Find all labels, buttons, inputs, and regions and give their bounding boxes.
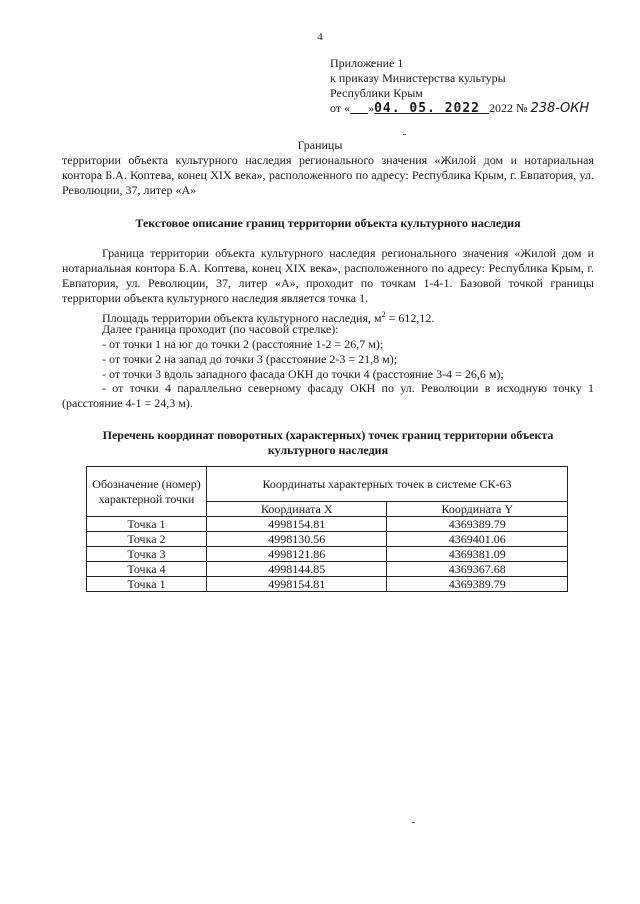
list-item-2: - от точки 2 на запад до точки 3 (расстояние 2-3 = 21,8 м); [102,352,398,366]
point-name: Точка 3 [87,547,207,562]
header-coordinate-y: Координата Y [387,502,568,517]
area-sup: 2 [381,310,386,319]
appendix-block [330,56,589,116]
coordinates-heading-line-2: культурного наследия [267,443,389,457]
point-y: 4369367.68 [387,562,568,577]
boundary-paragraph: Граница территории объекта культурного наследия регионального значения «Жилой дом и нотариальная контора Б.А. Коптева, конец XIX века», расположенного по адресу: Республика Крым, г. Евпатория, ул. Революции, 37, литер «А», проходит по точкам 1-4-1. Базовой точкой границы территории объекта культурного наследия является точка 1. [62,246,594,305]
list-item-1: - от точки 1 на юг до точки 2 (расстояние 1-2 = 26,7 м); [102,337,384,351]
point-y: 4369381.09 [387,547,568,562]
section-heading-description: Текстовое описание границ территории объекта культурного наследия [135,216,521,230]
handwritten-date: 04. 05. 2022 [374,101,481,116]
point-name: Точка 1 [87,517,207,532]
date-prefix: от « [330,101,351,115]
point-name: Точка 2 [87,532,207,547]
appendix-line-1: Приложение 1 [330,56,404,70]
point-x: 4998130.56 [207,532,387,547]
table-row [87,562,568,577]
appendix-line-3: Республики Крым [330,86,423,100]
list-item-4: - от точки 4 параллельно северному фасаду ОКН по ул. Революции в исходную точку 1 (расстояние 4-1 = 24,3 м). [62,381,594,410]
appendix-date-line [330,101,589,116]
point-x: 4998154.81 [207,577,387,592]
date-close: » [368,101,375,115]
area-text: Площадь территории объекта культурного наследия, м [102,311,382,325]
point-x: 4998121.86 [207,547,387,562]
table-row [87,577,568,592]
list-item-3: - от точки 3 вдоль западного фасада ОКН до точки 4 (расстояние 3-4 = 26,6 м); [102,367,504,381]
point-y: 4369389.79 [387,577,568,592]
area-value: = 612,12. [385,311,435,325]
page-number: 4 [317,31,323,43]
point-name: Точка 1 [87,577,207,592]
header-coordinate-x: Координата X [207,502,387,517]
section-heading-coordinates [62,428,594,458]
point-y: 4369389.79 [387,517,568,532]
table-row [87,517,568,532]
intro-paragraph: территории объекта культурного наследия регионального значения «Жилой дом и нотариальная контора Б.А. Коптева, конец XIX века», расположенного по адресу: Республика Крым, г. Евпатория, ул. Революции, 37, литер «А» [62,153,594,197]
handwritten-order-number: 238-ОКН [530,101,590,116]
point-name: Точка 4 [87,562,207,577]
stray-mark [403,134,406,135]
header-coordinates-system: Координаты характерных точек в системе СК-63 [207,467,568,502]
document-title: Границы [297,138,343,152]
stray-mark [412,822,415,823]
header-point-designation: Обозначение (номер) характерной точки [87,467,207,517]
date-blank: ___ [350,101,369,115]
table-header-row [87,467,568,502]
date-year: 2022 № [489,101,528,115]
point-x: 4998144.85 [207,562,387,577]
further-line: Далее граница проходит (по часовой стрелке): [102,322,339,336]
point-y: 4369401.06 [387,532,568,547]
point-x: 4998154.81 [207,517,387,532]
coordinates-table [86,466,568,592]
coordinates-heading-line-1: Перечень координат поворотных (характерных) точек границ территории объекта [102,428,554,442]
table-row [87,532,568,547]
table-row [87,547,568,562]
appendix-line-2: к приказу Министерства культуры [330,71,506,85]
